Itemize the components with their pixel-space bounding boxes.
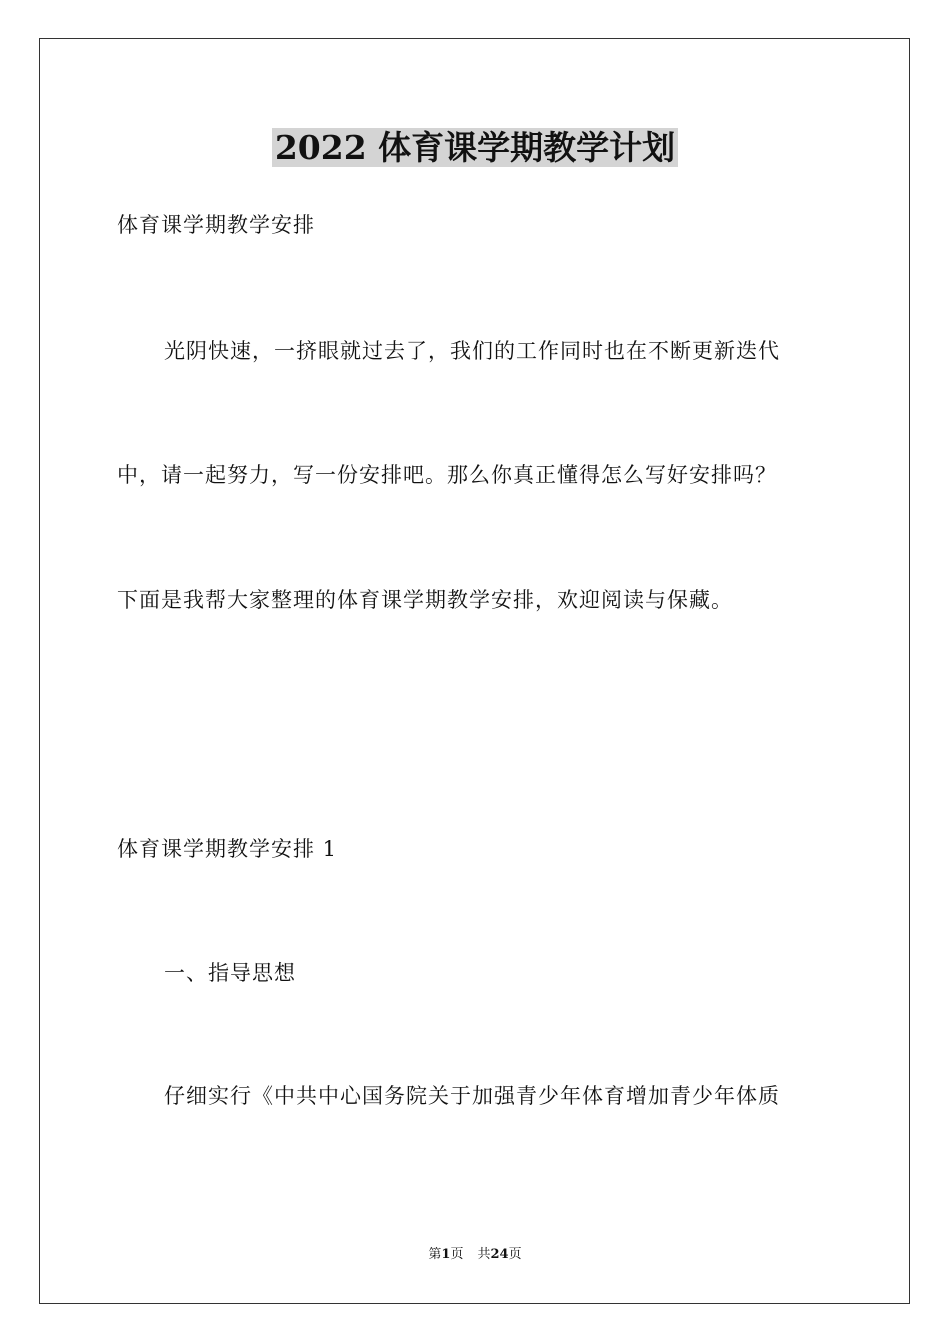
footer-page-total: 24	[490, 1247, 509, 1262]
footer-page-prefix: 第	[428, 1247, 442, 1262]
body-paragraph-line-1: 仔细实行《中共中心国务院关于加强青少年体育增加青少年体质	[164, 1084, 780, 1108]
footer-page-current: 1	[441, 1247, 451, 1262]
intro-paragraph-line-3: 下面是我帮大家整理的体育课学期教学安排，欢迎阅读与保藏。	[117, 588, 733, 612]
document-subtitle: 体育课学期教学安排	[117, 213, 315, 237]
footer-total-prefix: 共	[477, 1247, 491, 1262]
document-title-text: 2022 体育课学期教学计划	[272, 128, 678, 167]
intro-paragraph-line-2: 中，请一起努力，写一份安排吧。那么你真正懂得怎么写好安排吗？	[117, 463, 777, 487]
footer-page-unit: 页	[450, 1247, 464, 1262]
page-footer	[0, 1246, 950, 1264]
footer-total-unit: 页	[508, 1247, 522, 1262]
subsection-heading: 一、指导思想	[164, 961, 296, 985]
document-title	[0, 126, 950, 170]
intro-paragraph-line-1: 光阴快速，一挤眼就过去了，我们的工作同时也在不断更新迭代	[164, 339, 780, 363]
section-heading: 体育课学期教学安排 1	[117, 837, 338, 861]
